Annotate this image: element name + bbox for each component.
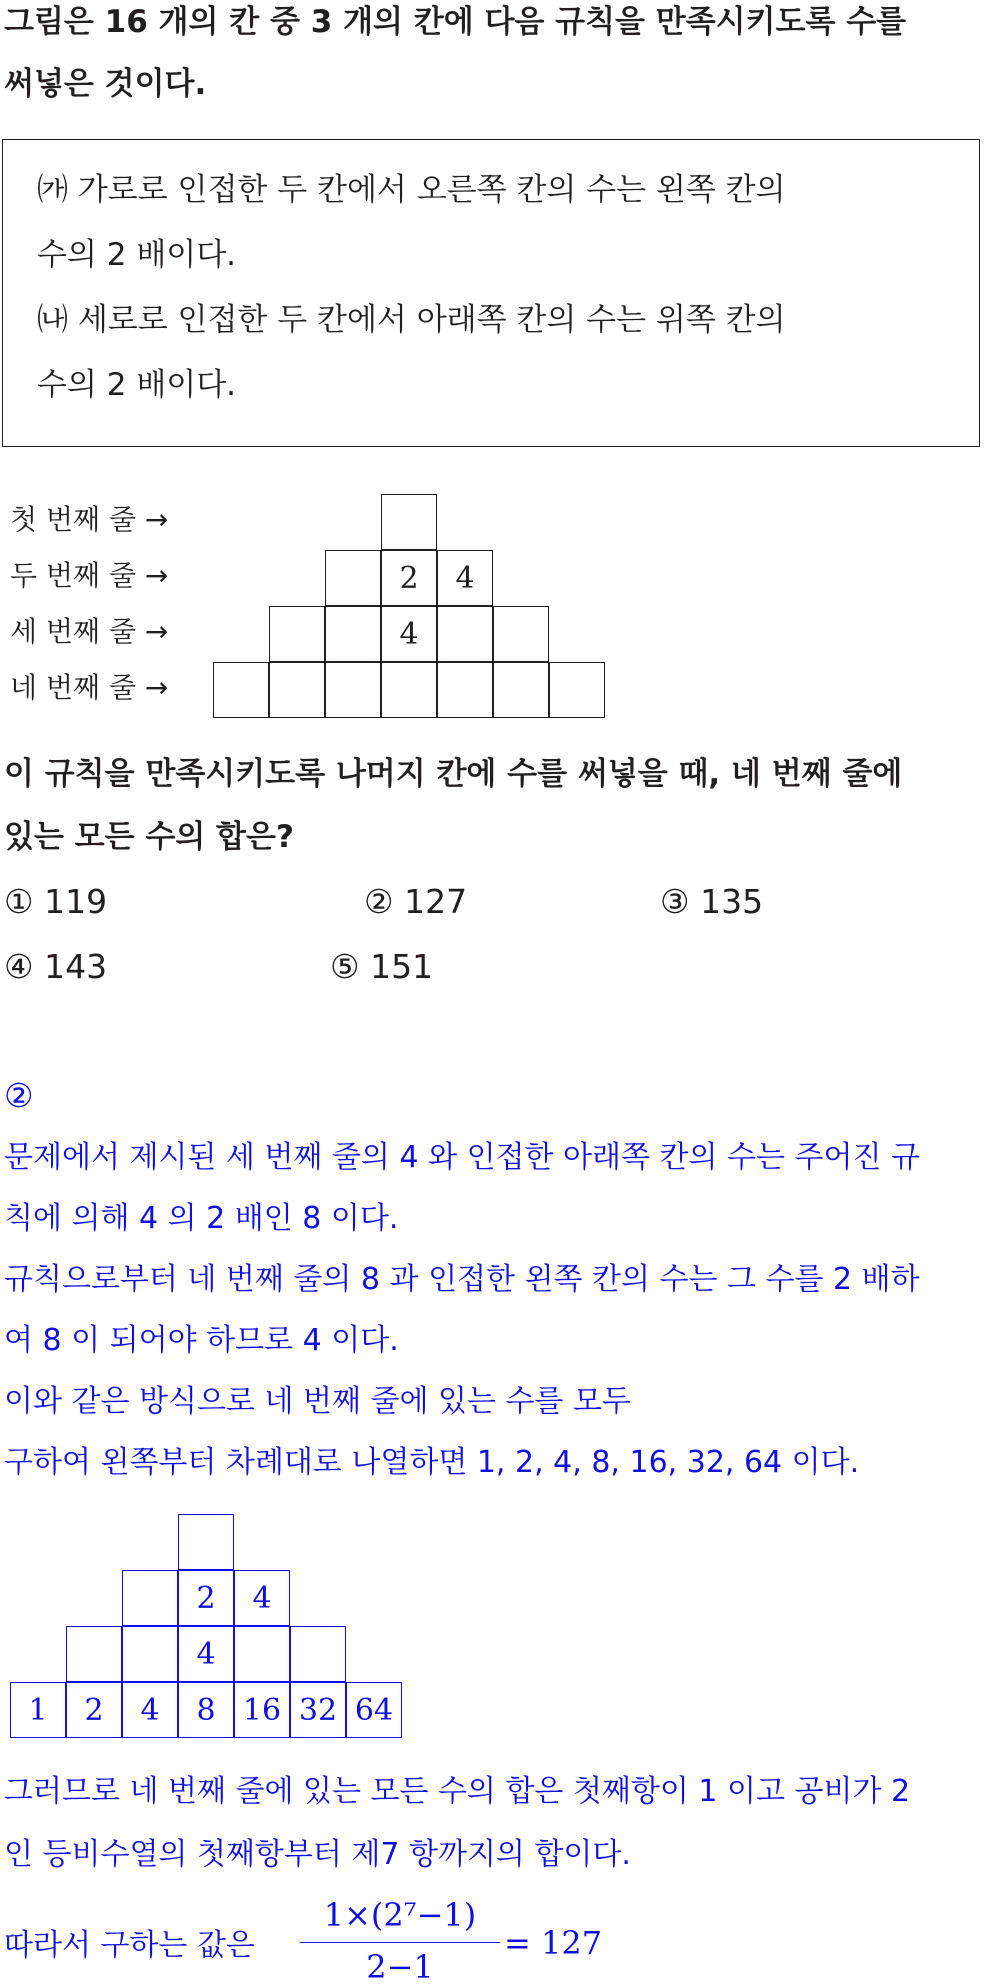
- s-cell-r2c1: [122, 1570, 178, 1626]
- q-cell-r2c2: 2: [381, 550, 437, 606]
- solution-line-4: 여 8 이 되어야 하므로 4 이다.: [4, 1323, 399, 1358]
- q-cell-r3c4: [437, 606, 493, 662]
- q-cell-r2c1: [325, 550, 381, 606]
- rule-ga-line1: ㈎ 가로로 인접한 두 칸에서 오른쪽 칸의 수는 왼쪽 칸의: [37, 172, 786, 208]
- final-prefix: 따라서 구하는 값은: [4, 1928, 255, 1963]
- s-cell-r2c2: 2: [178, 1570, 234, 1626]
- q-cell-r3c2: [325, 606, 381, 662]
- s-cell-r1c1: [178, 1514, 234, 1570]
- q-cell-r4c2: [269, 662, 325, 718]
- rule-ga-line2: 수의 2 배이다.: [37, 237, 237, 273]
- conclusion-line-1: 그러므로 네 번째 줄에 있는 모든 수의 합은 첫째항이 1 이고 공비가 2: [4, 1774, 911, 1809]
- s-cell-r4c1: 1: [10, 1682, 66, 1738]
- question-ask-line2: 있는 모든 수의 합은?: [4, 819, 294, 855]
- final-result: = 127: [504, 1924, 603, 1962]
- s-cell-r4c3: 4: [122, 1682, 178, 1738]
- s-cell-r3c2: [122, 1626, 178, 1682]
- s-cell-r4c7: 64: [346, 1682, 402, 1738]
- solution-line-5: 이와 같은 방식으로 네 번째 줄에 있는 수를 모두: [4, 1384, 631, 1419]
- rule-box: [2, 139, 980, 447]
- conclusion-line-2: 인 등비수열의 첫째항부터 제7 항까지의 합이다.: [4, 1837, 631, 1872]
- s-cell-r3c4: [234, 1626, 290, 1682]
- s-cell-r4c6: 32: [290, 1682, 346, 1738]
- q-cell-r4c7: [549, 662, 605, 718]
- q-cell-r4c5: [437, 662, 493, 718]
- solution-line-3: 규칙으로부터 네 번째 줄의 8 과 인접한 왼쪽 칸의 수는 그 수를 2 배하: [4, 1262, 920, 1297]
- q-cell-r4c6: [493, 662, 549, 718]
- fraction-bar: [300, 1942, 500, 1943]
- s-cell-r2c3: 4: [234, 1570, 290, 1626]
- s-cell-r4c4: 8: [178, 1682, 234, 1738]
- choice-4[interactable]: ④ 143: [4, 947, 108, 986]
- s-cell-r3c1: [66, 1626, 122, 1682]
- question-ask-line1: 이 규칙을 만족시키도록 나머지 칸에 수를 써넣을 때, 네 번째 줄에: [4, 756, 903, 792]
- solution-line-2: 칙에 의해 4 의 2 배인 8 이다.: [4, 1201, 399, 1236]
- s-cell-r4c2: 2: [66, 1682, 122, 1738]
- choice-2[interactable]: ② 127: [364, 882, 468, 921]
- solution-line-6: 구하여 왼쪽부터 차례대로 나열하면 1, 2, 4, 8, 16, 32, 64 이다.: [4, 1445, 860, 1480]
- s-cell-r4c5: 16: [234, 1682, 290, 1738]
- rule-na-line1: ㈏ 세로로 인접한 두 칸에서 아래쪽 칸의 수는 위쪽 칸의: [37, 302, 786, 338]
- question-intro-line2: 써넣은 것이다.: [4, 66, 207, 102]
- q-cell-r4c1: [213, 662, 269, 718]
- fraction-numerator: 1×(2⁷−1): [323, 1896, 477, 1934]
- fraction-denominator: 2−1: [366, 1948, 434, 1986]
- question-intro-line1: 그림은 16 개의 칸 중 3 개의 칸에 다음 규칙을 만족시키도록 수를: [4, 4, 907, 40]
- q-cell-r4c4: [381, 662, 437, 718]
- choice-3[interactable]: ③ 135: [660, 882, 764, 921]
- choice-1[interactable]: ① 119: [4, 882, 108, 921]
- s-cell-r3c5: [290, 1626, 346, 1682]
- q-cell-r2c3: 4: [437, 550, 493, 606]
- row-label-4: 네 번째 줄 →: [10, 671, 169, 704]
- q-cell-r3c5: [493, 606, 549, 662]
- q-cell-r3c1: [269, 606, 325, 662]
- rule-na-line2: 수의 2 배이다.: [37, 367, 237, 403]
- s-cell-r3c3: 4: [178, 1626, 234, 1682]
- q-cell-r1c1: [381, 494, 437, 550]
- row-label-3: 세 번째 줄 →: [10, 615, 169, 648]
- choice-5[interactable]: ⑤ 151: [330, 947, 434, 986]
- q-cell-r3c3: 4: [381, 606, 437, 662]
- solution-line-1: 문제에서 제시된 세 번째 줄의 4 와 인접한 아래쪽 칸의 수는 주어진 규: [4, 1140, 920, 1175]
- row-label-1: 첫 번째 줄 →: [10, 503, 169, 536]
- solution-answer: ②: [4, 1076, 34, 1115]
- row-label-2: 두 번째 줄 →: [10, 559, 169, 592]
- q-cell-r4c3: [325, 662, 381, 718]
